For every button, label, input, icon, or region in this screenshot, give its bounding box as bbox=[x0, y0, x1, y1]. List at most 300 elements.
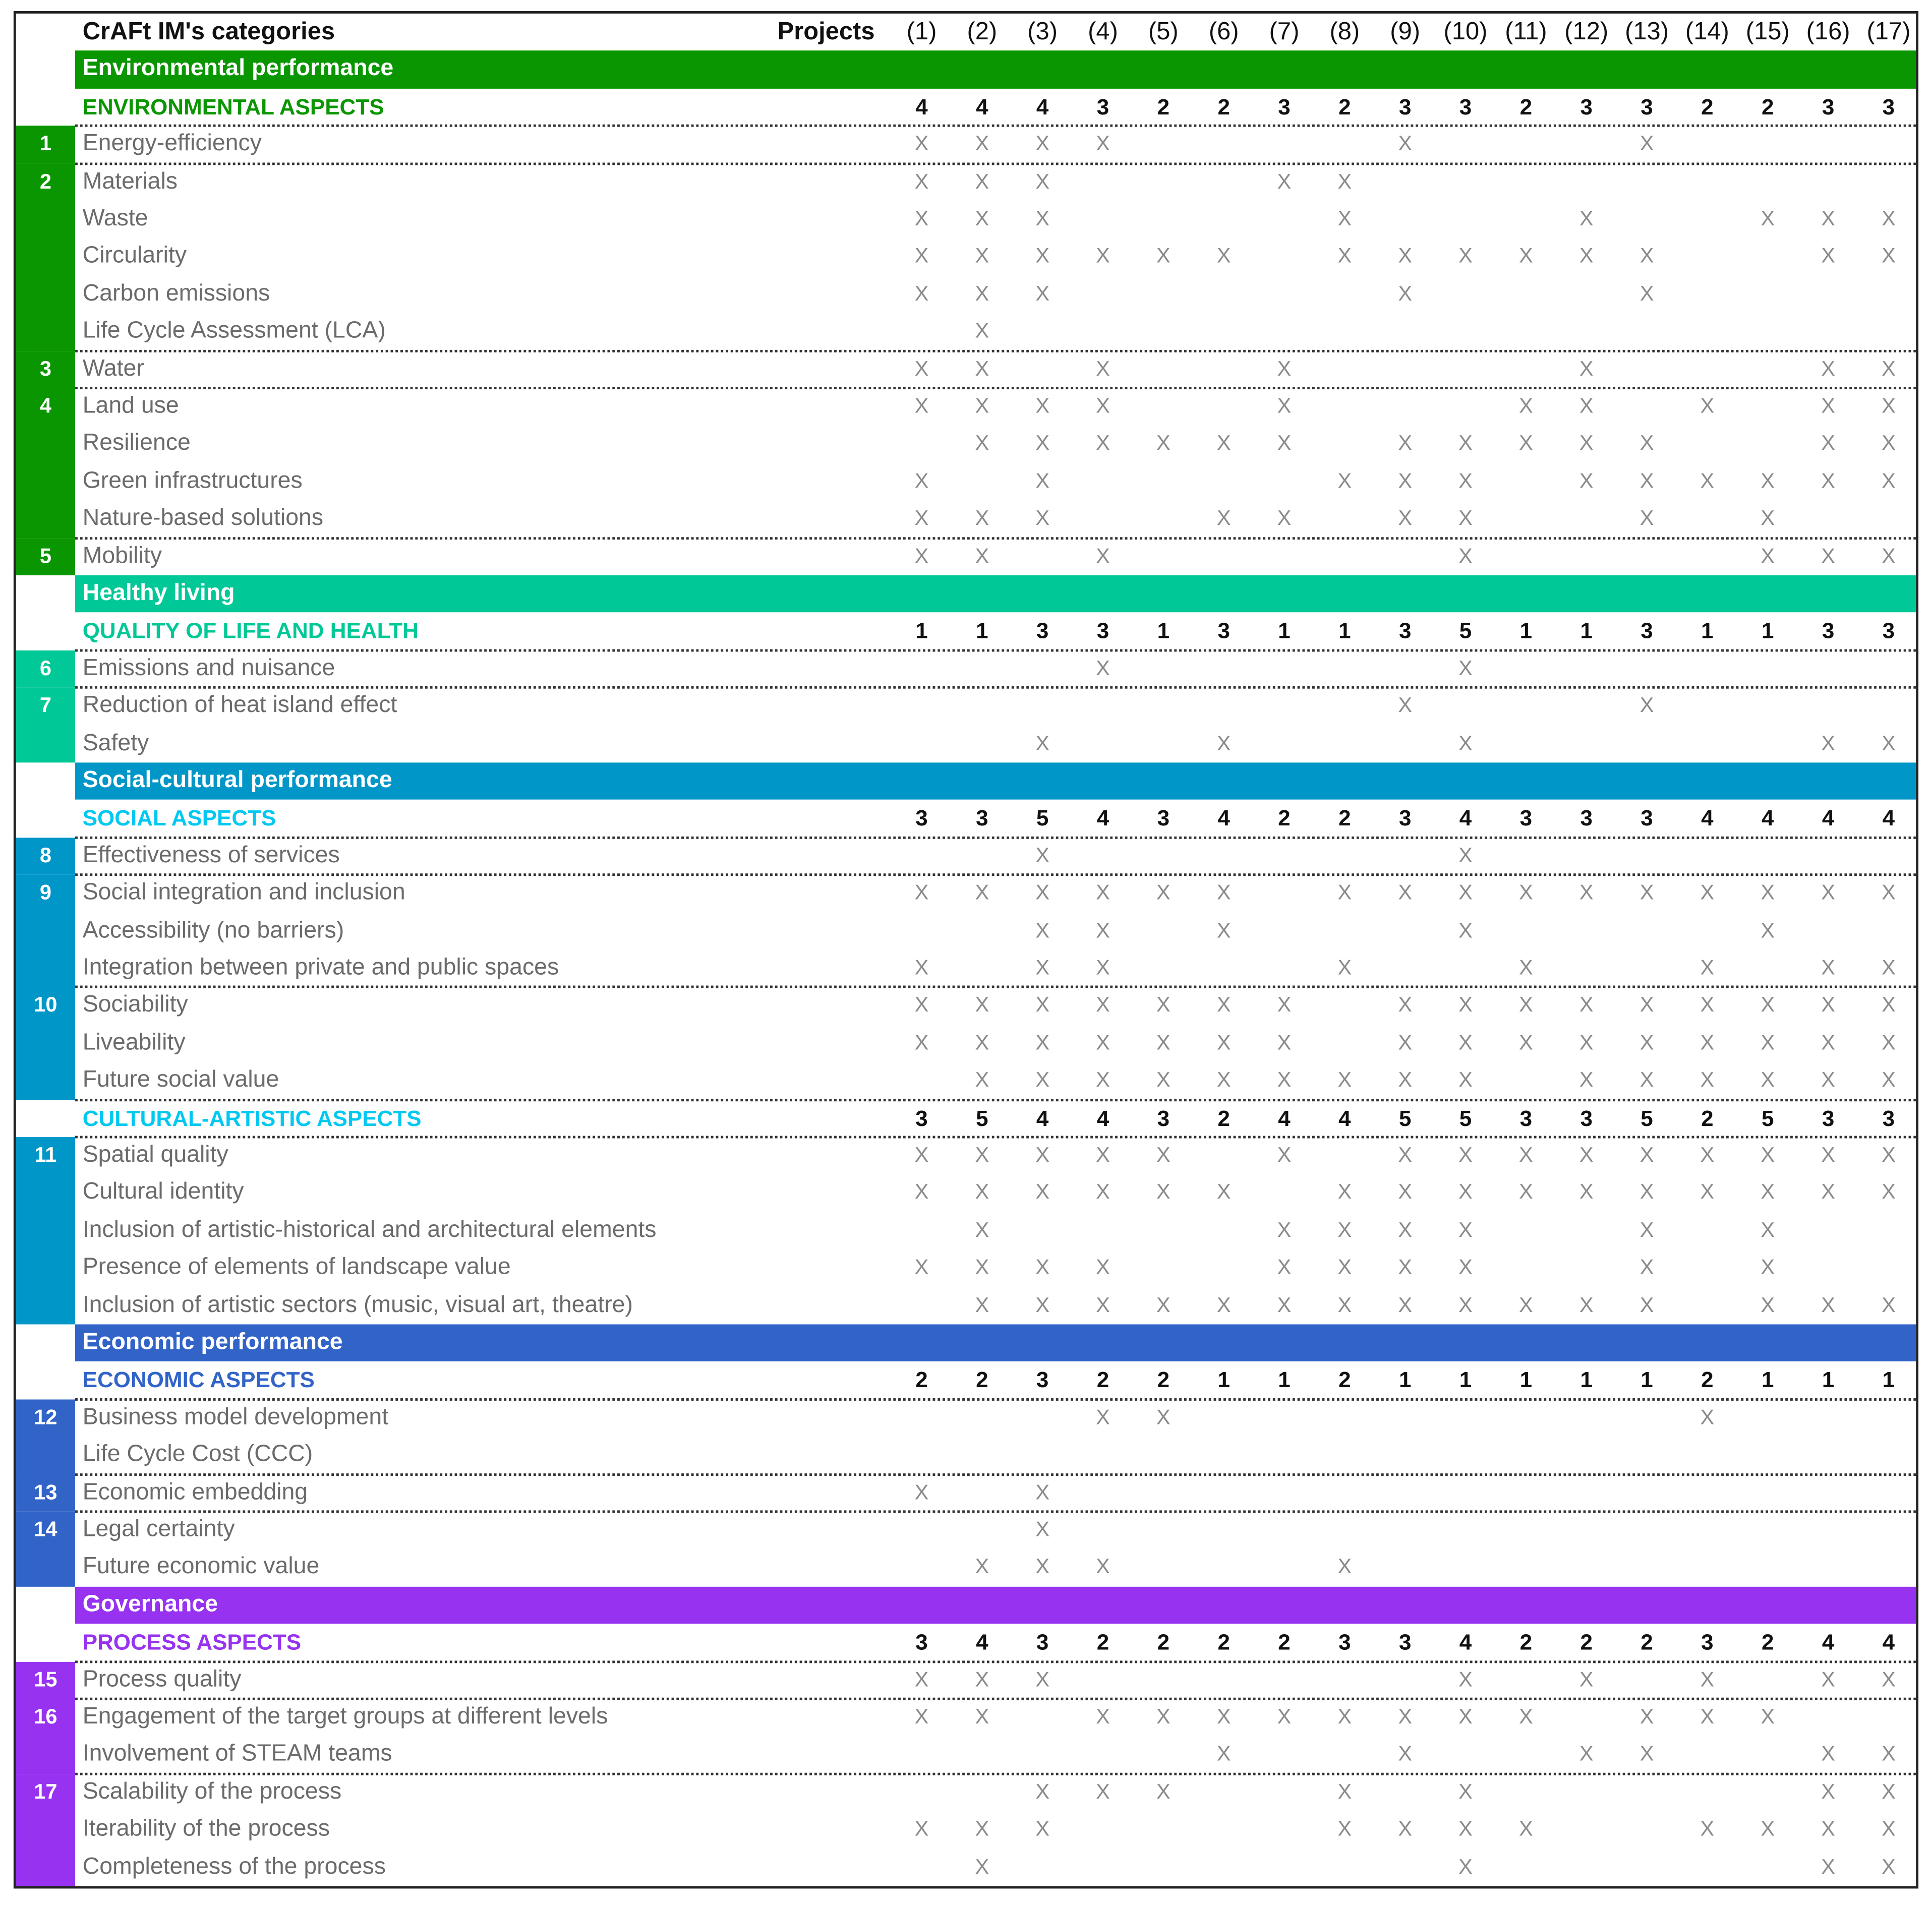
check-mark: X bbox=[1761, 1180, 1775, 1204]
check-mark: X bbox=[1398, 244, 1413, 268]
table-row bbox=[16, 1287, 1916, 1324]
project-count: 2 bbox=[1157, 1367, 1170, 1393]
project-count: 2 bbox=[1761, 94, 1774, 120]
check-mark: X bbox=[1640, 993, 1654, 1017]
project-count: 3 bbox=[1278, 94, 1291, 120]
criterion-label: Spatial quality bbox=[82, 1142, 228, 1168]
project-number: (7) bbox=[1269, 18, 1300, 46]
project-count: 3 bbox=[1459, 94, 1472, 120]
check-mark: X bbox=[975, 1293, 989, 1317]
project-count: 3 bbox=[1338, 1630, 1351, 1655]
criterion-label: Circularity bbox=[82, 243, 187, 269]
check-mark: X bbox=[1821, 1143, 1835, 1167]
check-mark: X bbox=[1337, 1817, 1352, 1841]
project-number: (17) bbox=[1866, 18, 1911, 46]
section-band-row bbox=[16, 1324, 1916, 1361]
check-mark: X bbox=[1216, 1068, 1231, 1092]
check-mark: X bbox=[1761, 544, 1775, 568]
category-number: 15 bbox=[34, 1667, 57, 1691]
check-mark: X bbox=[1519, 432, 1533, 455]
check-mark: X bbox=[1882, 993, 1896, 1017]
check-mark: X bbox=[1277, 1293, 1292, 1317]
check-mark: X bbox=[1458, 1143, 1473, 1167]
project-count: 5 bbox=[976, 1106, 988, 1130]
check-mark: X bbox=[1096, 918, 1110, 942]
check-mark: X bbox=[1337, 1555, 1352, 1579]
check-mark: X bbox=[1761, 1143, 1775, 1167]
check-mark: X bbox=[975, 169, 989, 193]
criterion-label: Process quality bbox=[82, 1666, 242, 1692]
check-mark: X bbox=[1156, 1143, 1170, 1167]
check-mark: X bbox=[1882, 1667, 1896, 1691]
check-mark: X bbox=[1458, 544, 1473, 568]
criterion-label: Waste bbox=[82, 206, 148, 232]
check-mark: X bbox=[1882, 207, 1896, 230]
project-count: 2 bbox=[1701, 94, 1714, 120]
check-mark: X bbox=[1882, 731, 1896, 755]
check-mark: X bbox=[1761, 1068, 1775, 1092]
table-row bbox=[16, 276, 1916, 313]
criterion-label: Green infrastructures bbox=[82, 467, 303, 494]
project-count: 3 bbox=[976, 806, 988, 831]
check-mark: X bbox=[1035, 1143, 1050, 1167]
project-number: (11) bbox=[1505, 18, 1547, 46]
check-mark: X bbox=[1096, 956, 1110, 980]
check-mark: X bbox=[1035, 1031, 1050, 1054]
check-mark: X bbox=[1882, 1180, 1896, 1204]
table-row bbox=[16, 238, 1916, 275]
project-count: 1 bbox=[1641, 1367, 1653, 1393]
check-mark: X bbox=[1640, 693, 1654, 718]
check-mark: X bbox=[1458, 656, 1473, 680]
check-mark: X bbox=[1640, 506, 1654, 530]
check-mark: X bbox=[1821, 1667, 1835, 1691]
check-mark: X bbox=[914, 506, 929, 530]
check-mark: X bbox=[1700, 1143, 1715, 1167]
project-count: 3 bbox=[1096, 94, 1109, 120]
check-mark: X bbox=[1337, 1293, 1352, 1317]
check-mark: X bbox=[1761, 207, 1775, 230]
project-count: 3 bbox=[1701, 1630, 1714, 1655]
project-count: 4 bbox=[915, 94, 928, 120]
table-row bbox=[16, 388, 1916, 426]
check-mark: X bbox=[1761, 1256, 1775, 1279]
table-row bbox=[16, 1474, 1916, 1512]
group-subheader-row bbox=[16, 613, 1916, 650]
project-count: 1 bbox=[1398, 1367, 1412, 1393]
project-count: 1 bbox=[1217, 1367, 1230, 1393]
check-mark: X bbox=[1035, 1293, 1050, 1317]
check-mark: X bbox=[1096, 993, 1110, 1017]
check-mark: X bbox=[1700, 1705, 1715, 1729]
project-count: 1 bbox=[1761, 619, 1774, 644]
check-mark: X bbox=[1156, 432, 1170, 455]
table-row bbox=[16, 1399, 1916, 1437]
project-number: (5) bbox=[1148, 18, 1179, 46]
criterion-label: Mobility bbox=[82, 543, 162, 569]
projects-label: Projects bbox=[777, 18, 875, 46]
project-count: 3 bbox=[1519, 806, 1533, 831]
group-title: CULTURAL-ARTISTIC ASPECTS bbox=[82, 1106, 422, 1130]
group-subheader-row bbox=[16, 88, 1916, 126]
category-number: 1 bbox=[39, 132, 51, 156]
project-count: 2 bbox=[1096, 1630, 1109, 1655]
check-mark: X bbox=[1035, 1068, 1050, 1092]
category-number: 7 bbox=[39, 693, 51, 718]
project-count: 3 bbox=[1580, 94, 1593, 120]
project-count: 3 bbox=[1398, 94, 1412, 120]
check-mark: X bbox=[1216, 506, 1231, 530]
check-mark: X bbox=[1398, 1218, 1413, 1242]
check-mark: X bbox=[1216, 1705, 1231, 1729]
check-mark: X bbox=[1519, 881, 1533, 905]
check-mark: X bbox=[1579, 244, 1594, 268]
check-mark: X bbox=[1398, 432, 1413, 455]
check-mark: X bbox=[1035, 881, 1050, 905]
table-row bbox=[16, 463, 1916, 500]
check-mark: X bbox=[1096, 881, 1110, 905]
check-mark: X bbox=[1277, 993, 1292, 1017]
table-row bbox=[16, 426, 1916, 463]
check-mark: X bbox=[1640, 281, 1654, 306]
check-mark: X bbox=[1096, 1143, 1110, 1167]
criterion-label: Water bbox=[82, 355, 144, 382]
check-mark: X bbox=[1640, 469, 1654, 493]
criterion-label: Safety bbox=[82, 730, 149, 756]
project-count: 2 bbox=[1217, 1106, 1230, 1130]
check-mark: X bbox=[1519, 1705, 1533, 1729]
project-number: (3) bbox=[1027, 18, 1058, 46]
check-mark: X bbox=[1458, 881, 1473, 905]
project-count: 2 bbox=[1217, 1630, 1230, 1655]
check-mark: X bbox=[1035, 844, 1050, 867]
category-number: 12 bbox=[34, 1405, 57, 1429]
check-mark: X bbox=[1096, 544, 1110, 568]
project-count: 1 bbox=[1882, 1367, 1895, 1393]
criterion-label: Nature-based solutions bbox=[82, 505, 324, 531]
check-mark: X bbox=[1337, 244, 1352, 268]
project-count: 4 bbox=[1217, 806, 1230, 831]
check-mark: X bbox=[975, 1031, 989, 1054]
check-mark: X bbox=[1640, 1742, 1654, 1766]
check-mark: X bbox=[1035, 207, 1050, 230]
project-count: 1 bbox=[1459, 1367, 1472, 1393]
check-mark: X bbox=[1821, 1817, 1835, 1841]
project-count: 1 bbox=[1157, 619, 1170, 644]
project-count: 1 bbox=[1519, 1367, 1533, 1393]
section-band-label: Social-cultural performance bbox=[82, 767, 392, 794]
check-mark: X bbox=[1398, 693, 1413, 718]
check-mark: X bbox=[1458, 1180, 1473, 1204]
category-number: 8 bbox=[39, 844, 51, 867]
check-mark: X bbox=[1640, 1031, 1654, 1054]
project-count: 4 bbox=[1701, 806, 1714, 831]
project-count: 3 bbox=[1398, 1630, 1412, 1655]
check-mark: X bbox=[1398, 469, 1413, 493]
check-mark: X bbox=[1398, 993, 1413, 1017]
check-mark: X bbox=[975, 1256, 989, 1279]
check-mark: X bbox=[1579, 469, 1594, 493]
check-mark: X bbox=[1156, 1068, 1170, 1092]
check-mark: X bbox=[1216, 1293, 1231, 1317]
criterion-label: Sociability bbox=[82, 992, 188, 1019]
criterion-label: Liveability bbox=[82, 1030, 186, 1056]
check-mark: X bbox=[914, 169, 929, 193]
check-mark: X bbox=[1821, 432, 1835, 455]
check-mark: X bbox=[1700, 993, 1715, 1017]
criterion-label: Social integration and inclusion bbox=[82, 879, 405, 906]
table-row bbox=[16, 1774, 1916, 1811]
criterion-label: Inclusion of artistic-historical and architectural elements bbox=[82, 1217, 657, 1243]
check-mark: X bbox=[1821, 993, 1835, 1017]
project-count: 2 bbox=[1519, 94, 1533, 120]
check-mark: X bbox=[1398, 506, 1413, 530]
check-mark: X bbox=[1519, 993, 1533, 1017]
check-mark: X bbox=[1337, 956, 1352, 980]
project-count: 2 bbox=[1338, 94, 1351, 120]
check-mark: X bbox=[1700, 1031, 1715, 1054]
table-row bbox=[16, 1849, 1916, 1886]
project-count: 1 bbox=[1519, 619, 1533, 644]
check-mark: X bbox=[1398, 1180, 1413, 1204]
project-count: 4 bbox=[1459, 806, 1472, 831]
check-mark: X bbox=[1882, 1855, 1896, 1878]
category-number: 10 bbox=[34, 993, 57, 1017]
check-mark: X bbox=[1458, 469, 1473, 493]
criterion-label: Reduction of heat island effect bbox=[82, 692, 397, 719]
check-mark: X bbox=[1640, 1068, 1654, 1092]
table-row bbox=[16, 912, 1916, 949]
check-mark: X bbox=[1096, 1555, 1110, 1579]
check-mark: X bbox=[1096, 1405, 1110, 1429]
project-count: 4 bbox=[1822, 1630, 1835, 1655]
check-mark: X bbox=[975, 319, 989, 343]
project-number: (14) bbox=[1685, 18, 1729, 46]
check-mark: X bbox=[1035, 1256, 1050, 1279]
check-mark: X bbox=[1458, 918, 1473, 942]
project-count: 5 bbox=[1459, 1106, 1472, 1130]
project-number: (12) bbox=[1564, 18, 1609, 46]
check-mark: X bbox=[1035, 244, 1050, 268]
criterion-label: Scalability of the process bbox=[82, 1778, 342, 1805]
project-count: 2 bbox=[1641, 1630, 1653, 1655]
header-row bbox=[16, 14, 1916, 51]
check-mark: X bbox=[1035, 1779, 1050, 1804]
section-band bbox=[75, 1324, 1916, 1361]
criterion-label: Energy-efficiency bbox=[82, 131, 262, 157]
check-mark: X bbox=[1035, 1480, 1050, 1504]
criterion-label: Life Cycle Assessment (LCA) bbox=[82, 318, 386, 344]
check-mark: X bbox=[1337, 1068, 1352, 1092]
criterion-label: Materials bbox=[82, 168, 178, 195]
check-mark: X bbox=[975, 207, 989, 230]
criterion-label: Legal certainty bbox=[82, 1516, 235, 1542]
check-mark: X bbox=[1821, 394, 1835, 418]
table-row bbox=[16, 725, 1916, 762]
category-number: 4 bbox=[39, 394, 51, 418]
category-number: 14 bbox=[34, 1518, 57, 1541]
criterion-label: Inclusion of artistic sectors (music, visual art, theatre) bbox=[82, 1291, 633, 1318]
table-row bbox=[16, 1549, 1916, 1586]
check-mark: X bbox=[1458, 731, 1473, 755]
table-row bbox=[16, 1062, 1916, 1099]
check-mark: X bbox=[914, 132, 929, 156]
table-row bbox=[16, 126, 1916, 163]
criterion-label: Land use bbox=[82, 393, 179, 419]
check-mark: X bbox=[1761, 1218, 1775, 1242]
section-band-row bbox=[16, 575, 1916, 613]
check-mark: X bbox=[1821, 1068, 1835, 1092]
check-mark: X bbox=[1096, 356, 1110, 380]
table-row bbox=[16, 1174, 1916, 1212]
check-mark: X bbox=[1458, 1218, 1473, 1242]
project-count: 3 bbox=[1157, 1106, 1170, 1130]
check-mark: X bbox=[1882, 244, 1896, 268]
project-count: 3 bbox=[1398, 619, 1412, 644]
group-title: PROCESS ASPECTS bbox=[82, 1630, 302, 1655]
check-mark: X bbox=[1216, 1742, 1231, 1766]
check-mark: X bbox=[1579, 394, 1594, 418]
table-row bbox=[16, 163, 1916, 201]
project-count: 3 bbox=[1157, 806, 1170, 831]
project-count: 3 bbox=[1036, 1367, 1049, 1393]
check-mark: X bbox=[914, 356, 929, 380]
project-count: 3 bbox=[1822, 619, 1835, 644]
check-mark: X bbox=[1216, 731, 1231, 755]
check-mark: X bbox=[1882, 1031, 1896, 1054]
check-mark: X bbox=[1640, 1293, 1654, 1317]
check-mark: X bbox=[1579, 207, 1594, 230]
check-mark: X bbox=[1035, 731, 1050, 755]
check-mark: X bbox=[975, 281, 989, 306]
check-mark: X bbox=[914, 544, 929, 568]
check-mark: X bbox=[1700, 956, 1715, 980]
criterion-label: Involvement of STEAM teams bbox=[82, 1741, 392, 1767]
check-mark: X bbox=[914, 1705, 929, 1729]
check-mark: X bbox=[914, 1817, 929, 1841]
group-title: SOCIAL ASPECTS bbox=[82, 806, 276, 831]
project-count: 3 bbox=[1822, 1106, 1835, 1130]
check-mark: X bbox=[1700, 469, 1715, 493]
check-mark: X bbox=[1882, 1817, 1896, 1841]
check-mark: X bbox=[1035, 993, 1050, 1017]
check-mark: X bbox=[1519, 1817, 1533, 1841]
check-mark: X bbox=[1096, 132, 1110, 156]
check-mark: X bbox=[1458, 506, 1473, 530]
section-band-row bbox=[16, 762, 1916, 800]
check-mark: X bbox=[1277, 1031, 1292, 1054]
check-mark: X bbox=[1700, 1068, 1715, 1092]
project-count: 1 bbox=[1822, 1367, 1835, 1393]
check-mark: X bbox=[914, 1256, 929, 1279]
project-count: 1 bbox=[976, 619, 988, 644]
check-mark: X bbox=[1277, 1256, 1292, 1279]
project-count: 3 bbox=[1882, 94, 1895, 120]
check-mark: X bbox=[1882, 881, 1896, 905]
project-count: 3 bbox=[1217, 619, 1230, 644]
project-count: 1 bbox=[1580, 619, 1593, 644]
check-mark: X bbox=[1398, 1742, 1413, 1766]
table-row bbox=[16, 688, 1916, 725]
project-count: 4 bbox=[1096, 806, 1109, 831]
check-mark: X bbox=[1458, 1855, 1473, 1878]
check-mark: X bbox=[914, 1180, 929, 1204]
check-mark: X bbox=[1821, 469, 1835, 493]
category-number: 9 bbox=[39, 881, 51, 905]
check-mark: X bbox=[1458, 432, 1473, 455]
criterion-label: Completeness of the process bbox=[82, 1854, 386, 1880]
check-mark: X bbox=[1761, 1705, 1775, 1729]
check-mark: X bbox=[1882, 1143, 1896, 1167]
check-mark: X bbox=[1821, 207, 1835, 230]
check-mark: X bbox=[1640, 432, 1654, 455]
table-row bbox=[16, 1249, 1916, 1287]
project-count: 4 bbox=[1096, 1106, 1109, 1130]
project-count: 2 bbox=[1701, 1367, 1714, 1393]
check-mark: X bbox=[1096, 656, 1110, 680]
table-row bbox=[16, 1661, 1916, 1699]
table-row bbox=[16, 838, 1916, 875]
project-count: 3 bbox=[915, 1106, 928, 1130]
check-mark: X bbox=[1096, 394, 1110, 418]
check-mark: X bbox=[1640, 132, 1654, 156]
project-count: 5 bbox=[1459, 619, 1472, 644]
check-mark: X bbox=[1882, 1068, 1896, 1092]
check-mark: X bbox=[975, 356, 989, 380]
check-mark: X bbox=[1277, 169, 1292, 193]
project-count: 2 bbox=[1701, 1106, 1714, 1130]
check-mark: X bbox=[1519, 394, 1533, 418]
check-mark: X bbox=[1398, 1031, 1413, 1054]
check-mark: X bbox=[1398, 881, 1413, 905]
table-row bbox=[16, 1137, 1916, 1174]
table-row bbox=[16, 650, 1916, 688]
check-mark: X bbox=[975, 506, 989, 530]
check-mark: X bbox=[1519, 956, 1533, 980]
check-mark: X bbox=[1700, 1667, 1715, 1691]
section-band bbox=[75, 51, 1916, 88]
check-mark: X bbox=[1700, 1180, 1715, 1204]
check-mark: X bbox=[1216, 881, 1231, 905]
project-count: 5 bbox=[1641, 1106, 1653, 1130]
category-number: 11 bbox=[34, 1143, 57, 1167]
project-count: 2 bbox=[1157, 94, 1170, 120]
check-mark: X bbox=[1035, 281, 1050, 306]
categories-table bbox=[14, 11, 1918, 1888]
check-mark: X bbox=[1096, 1068, 1110, 1092]
table-row bbox=[16, 1512, 1916, 1549]
check-mark: X bbox=[914, 1031, 929, 1054]
check-mark: X bbox=[1398, 132, 1413, 156]
project-count: 3 bbox=[1882, 1106, 1895, 1130]
check-mark: X bbox=[1035, 1180, 1050, 1204]
category-number: 5 bbox=[39, 544, 51, 568]
check-mark: X bbox=[975, 1068, 989, 1092]
check-mark: X bbox=[1821, 1293, 1835, 1317]
project-count: 4 bbox=[1882, 806, 1895, 831]
project-count: 4 bbox=[1761, 806, 1774, 831]
check-mark: X bbox=[1519, 1031, 1533, 1054]
check-mark: X bbox=[1458, 993, 1473, 1017]
project-number: (2) bbox=[967, 18, 998, 46]
project-count: 1 bbox=[1278, 1367, 1291, 1393]
check-mark: X bbox=[1277, 432, 1292, 455]
project-count: 2 bbox=[1278, 806, 1291, 831]
check-mark: X bbox=[914, 244, 929, 268]
check-mark: X bbox=[1398, 281, 1413, 306]
project-count: 3 bbox=[1580, 806, 1593, 831]
check-mark: X bbox=[1035, 469, 1050, 493]
